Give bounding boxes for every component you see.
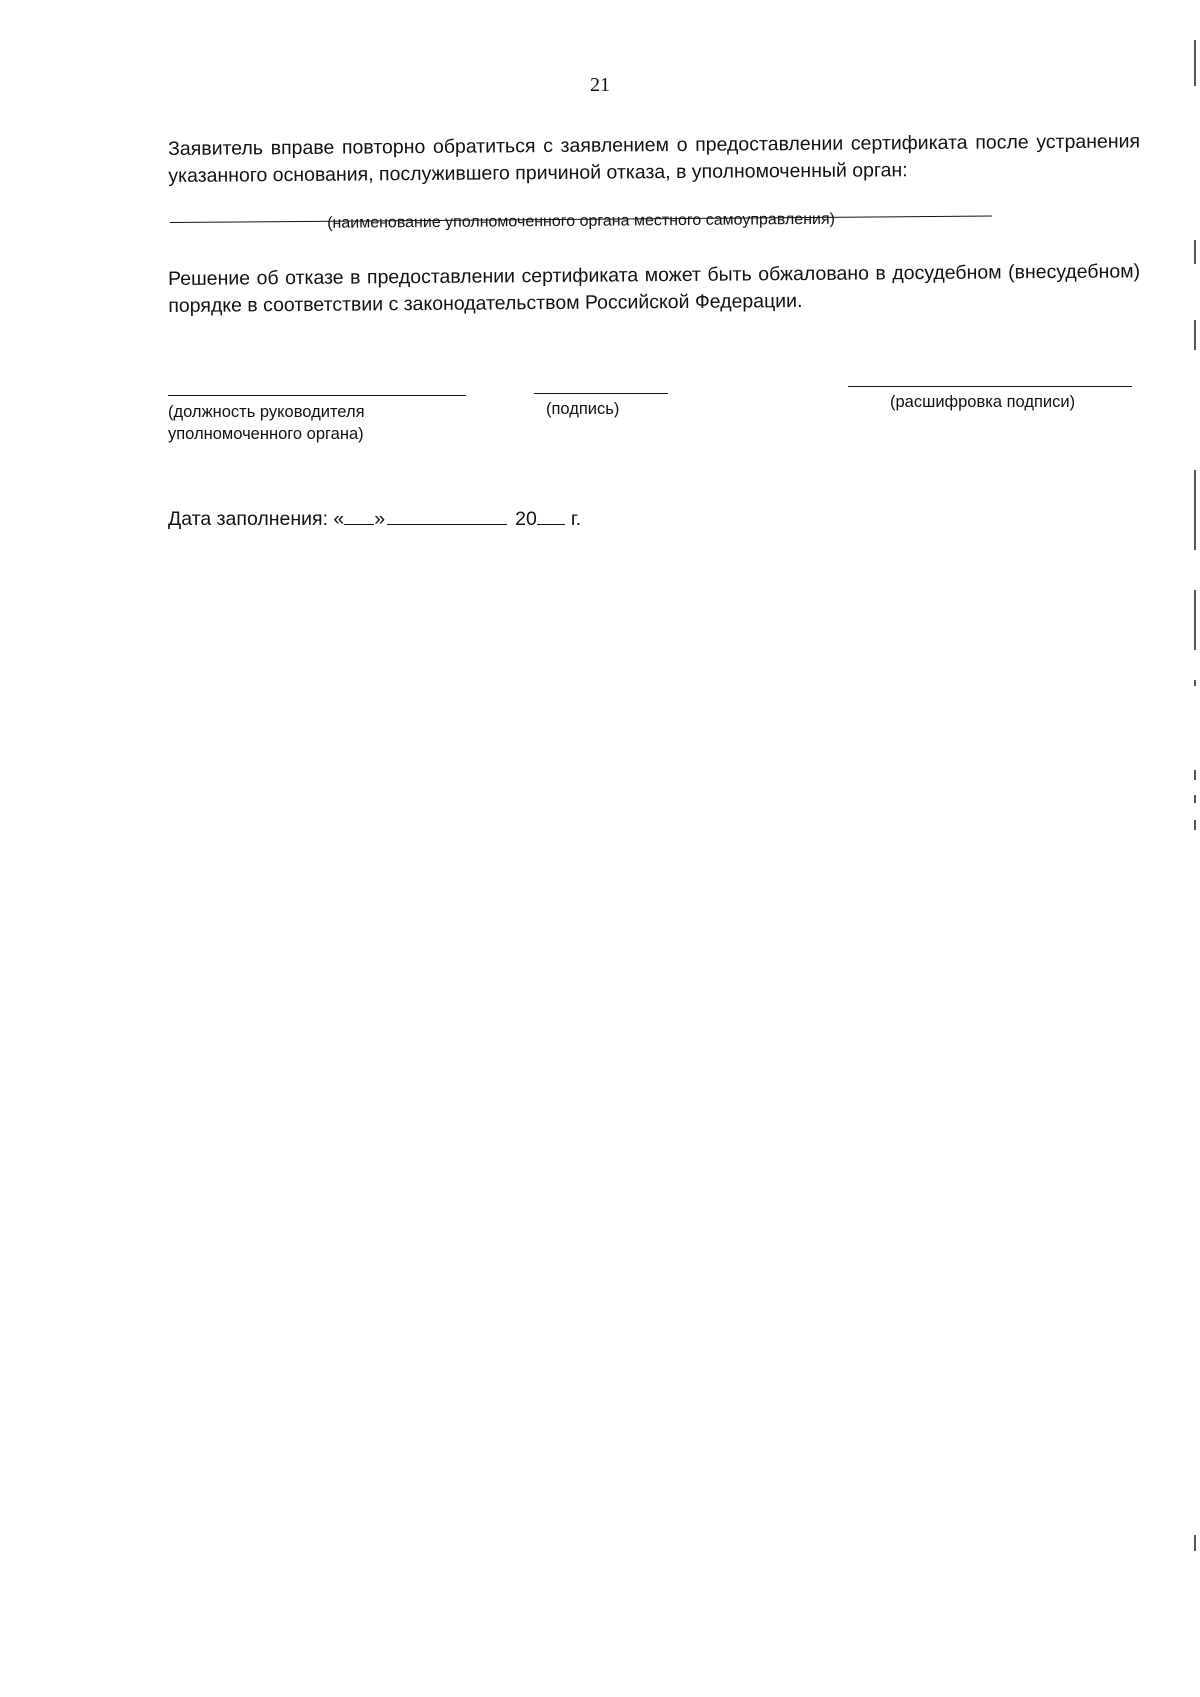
signature-line <box>534 393 668 394</box>
reapply-paragraph: Заявитель вправе повторно обратиться с заявлением о предоставлении сертификата после устранения указанного основания, послужившего причиной отказа, в уполномоченный орган: <box>168 130 1141 187</box>
date-century: 20 <box>515 508 537 530</box>
organ-name-caption: (наименование уполномоченного органа местного самоуправления) <box>327 210 836 232</box>
scan-edge-mark <box>1194 1535 1196 1551</box>
scan-edge-mark <box>1194 320 1196 350</box>
scan-edge-marks <box>1186 0 1200 1697</box>
scan-edge-mark <box>1194 680 1196 686</box>
scan-edge-mark <box>1194 820 1196 830</box>
position-caption: (должность руководителя уполномоченного органа) <box>168 403 365 443</box>
decoding-line <box>848 386 1132 387</box>
fill-date-label: Дата заполнения: <box>168 508 328 530</box>
position-line <box>168 395 466 396</box>
scan-edge-mark <box>1194 795 1196 803</box>
scan-edge-mark <box>1194 470 1196 550</box>
scan-edge-mark <box>1194 590 1196 650</box>
scan-edge-mark <box>1194 240 1196 264</box>
date-open-quote: « <box>333 508 345 530</box>
scan-edge-mark <box>1194 40 1196 86</box>
scan-edge-mark <box>1194 770 1196 780</box>
date-close-quote: » <box>374 508 386 530</box>
year-suffix: г. <box>570 508 581 530</box>
year-blank <box>537 506 565 525</box>
decoding-caption: (расшифровка подписи) <box>890 393 1076 411</box>
appeal-paragraph: Решение об отказе в предоставлении сертификата может быть обжаловано в досудебном (внесудебном) порядке в соответствии с законодательством Российской Федерации. <box>168 260 1141 317</box>
month-blank <box>387 506 507 525</box>
day-blank <box>344 506 374 525</box>
page-number: 21 <box>590 74 610 96</box>
signature-caption: (подпись) <box>546 400 620 418</box>
fill-date-line <box>168 506 581 531</box>
